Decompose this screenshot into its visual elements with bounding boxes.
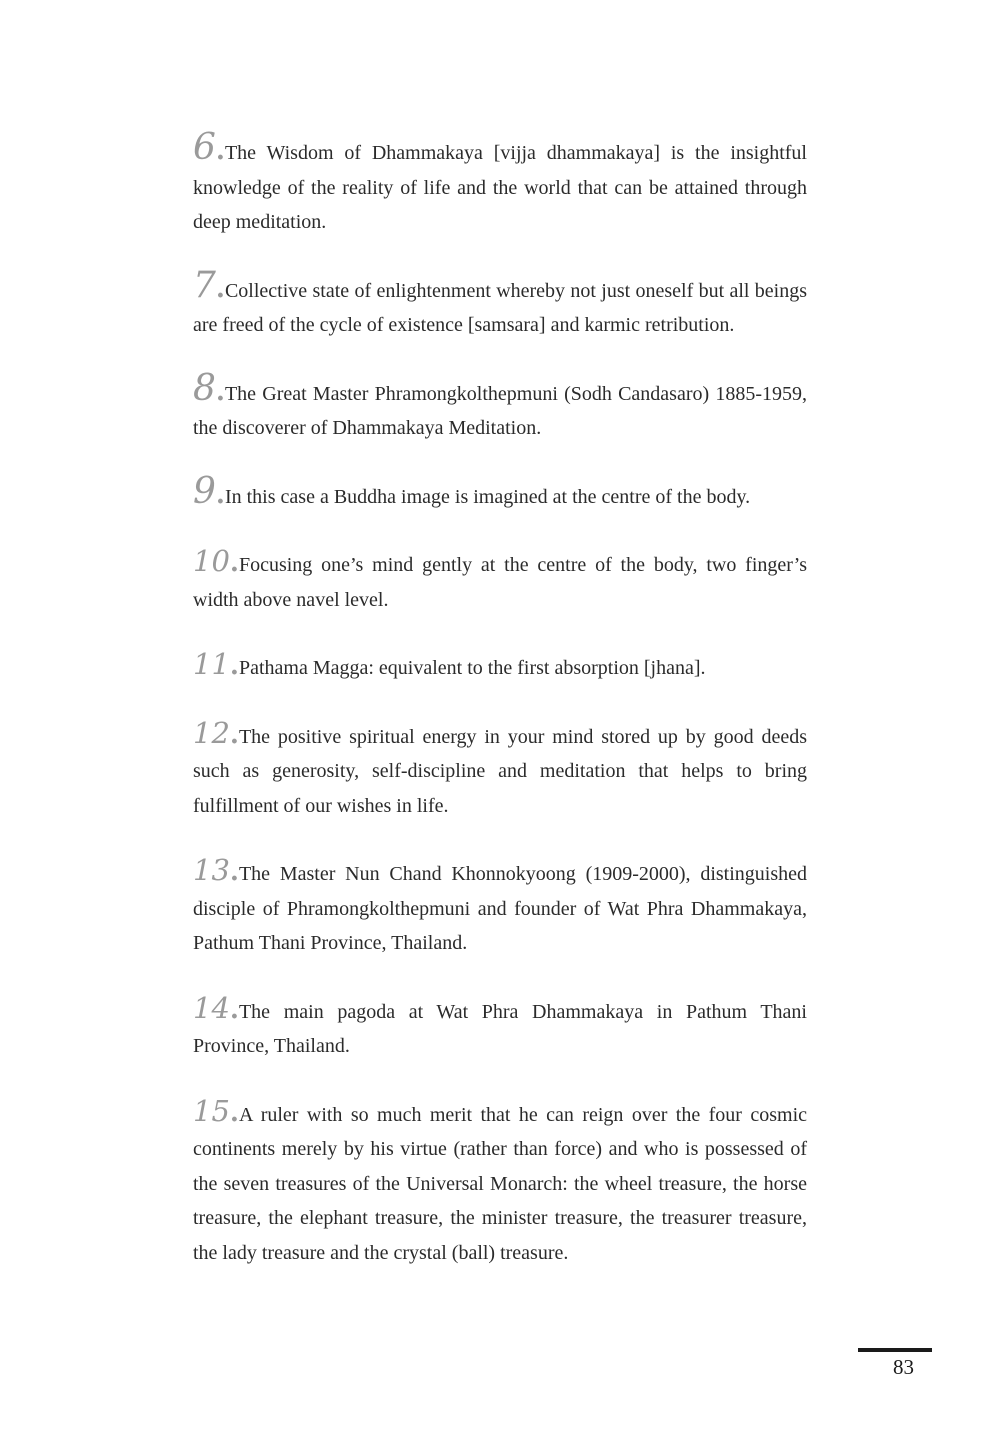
endnote-text: Pathama Magga: equivalent to the first absorption [jhana]. [238, 657, 706, 679]
endnote-text: Collective state of enlightenment whereby not just oneself but all beings are freed of the cycle of existence [samsara] and karmic retribution. [193, 279, 807, 336]
endnote-number: 14. [193, 990, 239, 1025]
endnote-14 [193, 990, 807, 1064]
endnotes-list [193, 127, 807, 1270]
endnote-number: 15. [193, 1093, 239, 1128]
endnote-text: The Great Master Phramongkolthepmuni (Sodh Candasaro) 1885-1959, the discoverer of Dhammakaya Meditation. [193, 382, 807, 439]
page-number: 83 [893, 1355, 914, 1379]
endnote-15 [193, 1093, 807, 1271]
endnote-number: 11. [193, 647, 239, 681]
endnote-12 [193, 715, 807, 824]
endnote-text: In this case a Buddha image is imagined at the centre of the body. [224, 485, 751, 508]
endnote-13 [193, 853, 807, 961]
endnote-text: The main pagoda at Wat Phra Dhammakaya in Pathum Thani Province, Thailand. [193, 1000, 807, 1057]
endnote-number: 6. [193, 127, 225, 168]
endnote-text: Focusing one’s mind gently at the centre of the body, two finger’s width above navel level. [193, 554, 807, 611]
endnote-11 [193, 647, 807, 686]
endnote-number: 8. [193, 367, 225, 409]
endnote-text: The positive spiritual energy in your mind stored up by good deeds such as generosity, self-discipline and meditation that helps to bring fulfillment of our wishes in life. [193, 725, 807, 817]
endnote-8 [193, 367, 807, 446]
endnote-6 [193, 127, 807, 240]
endnote-number: 13. [193, 853, 239, 887]
endnote-text: The Master Nun Chand Khonnokyoong (1909-2000), distinguished disciple of Phramongkolthepmuni and founder of Wat Phra Dhammakaya, Pathum Thani Province, Thailand. [193, 863, 807, 954]
endnote-10 [193, 544, 807, 617]
endnote-number: 12. [193, 715, 239, 750]
endnote-text: A ruler with so much merit that he can reign over the four cosmic continents merely by his virtue (rather than force) and who is possessed of the seven treasures of the Universal Monarch: the wheel treasure, the horse treasure, the elephant treasure, the minister treasure, the treasurer treasure, the lady treasure and the crystal (ball) treasure. [193, 1103, 807, 1264]
endnote-text: The Wisdom of Dhammakaya [vijja dhammakaya] is the insightful knowledge of the reality of life and the world that can be attained through deep meditation. [193, 142, 807, 233]
endnote-number: 7. [193, 264, 225, 306]
endnote-7 [193, 264, 807, 343]
page-number-rule [858, 1348, 932, 1352]
endnote-number: 10. [193, 544, 239, 578]
endnote-9 [193, 470, 807, 515]
endnote-number: 9. [193, 470, 225, 512]
